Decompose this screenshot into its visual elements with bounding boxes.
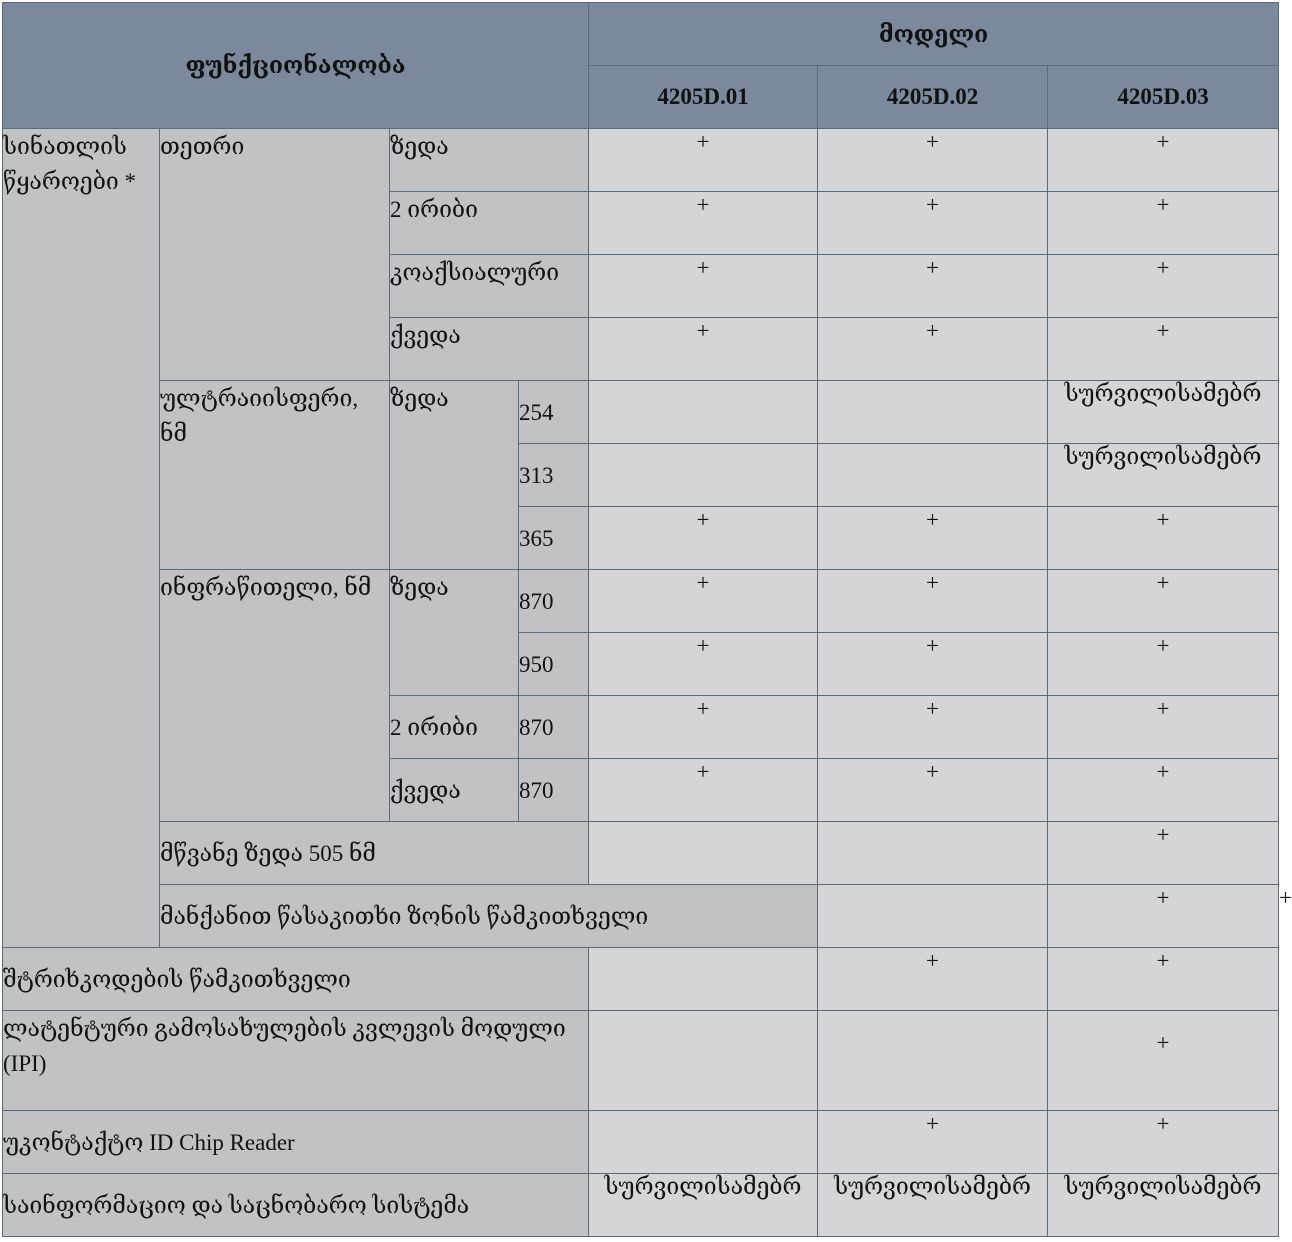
row-label-top: ზედა (390, 129, 589, 192)
model-column-header: 4205D.02 (818, 66, 1048, 129)
value-cell: + (589, 570, 818, 633)
row-label-coaxial: კოაქსიალური (390, 255, 589, 318)
value-cell: + (1048, 822, 1279, 885)
value-cell (589, 948, 818, 1011)
row-label-barcode: შტრიხკოდების წამკითხველი (3, 948, 589, 1011)
value-cell: სურვილისამებრ (1048, 444, 1279, 507)
value-cell (589, 381, 818, 444)
value-cell: + (1048, 885, 1279, 948)
value-cell: + (589, 318, 818, 381)
table-row: მანქანით წასაკითხი ზონის წამკითხველი + + (3, 885, 1279, 948)
wavelength-cell: 870 (519, 570, 589, 633)
table-row (3, 822, 1279, 885)
row-label-oblique: 2 ირიბი (390, 192, 589, 255)
row-label-ipi: ლატენტური გამოსახულების კვლევის მოდული (IPI) (3, 1011, 589, 1111)
value-cell: + (1048, 507, 1279, 570)
model-column-header: 4205D.01 (589, 66, 818, 129)
value-cell: + (1048, 948, 1279, 1011)
value-cell: + (589, 696, 818, 759)
table-row (3, 1174, 1279, 1237)
value-cell: + (589, 129, 818, 192)
value-cell: + (818, 255, 1048, 318)
value-cell (589, 1011, 818, 1111)
model-header: მოდელი (589, 3, 1279, 66)
row-label-ir: ინფრაწითელი, ნმ (160, 570, 390, 822)
value-cell: + (1048, 633, 1279, 696)
value-cell: + (818, 192, 1048, 255)
table-row (3, 1011, 1279, 1111)
value-cell: + (818, 633, 1048, 696)
row-label-white: თეთრი (160, 129, 390, 381)
row-label-top: ზედა (390, 381, 519, 570)
table-row (3, 948, 1279, 1011)
wavelength-cell: 870 (519, 759, 589, 822)
row-label-rfid: უკონტაქტო ID Chip Reader (3, 1111, 589, 1174)
spec-table (2, 2, 1292, 1237)
table-row (3, 1111, 1279, 1174)
value-cell: + (589, 255, 818, 318)
row-label-mrz: მანქანით წასაკითხი ზონის წამკითხველი (160, 885, 818, 948)
value-cell: + (1048, 759, 1279, 822)
row-label-bottom: ქვედა (390, 318, 589, 381)
table-row (3, 570, 1279, 633)
value-cell: + (1048, 1111, 1279, 1174)
value-cell: + (818, 759, 1048, 822)
value-cell: სურვილისამებრ (1048, 1174, 1279, 1237)
row-label-bottom: ქვედა (390, 759, 519, 822)
value-cell (818, 444, 1048, 507)
value-cell: სურვილისამებრ (589, 1174, 818, 1237)
table-row (3, 129, 1279, 192)
value-cell: + (1048, 255, 1279, 318)
value-cell: + (818, 696, 1048, 759)
value-cell: + (1048, 129, 1279, 192)
value-cell: + (1048, 696, 1279, 759)
value-cell: + (589, 507, 818, 570)
value-cell: + (1048, 192, 1279, 255)
functionality-header: ფუნქციონალობა (3, 3, 589, 129)
row-label-green: მწვანე ზედა 505 ნმ (160, 822, 589, 885)
value-cell (818, 381, 1048, 444)
wavelength-cell: 313 (519, 444, 589, 507)
value-cell: სურვილისამებრ (1048, 381, 1279, 444)
table-row (3, 381, 1279, 444)
value-cell: + (589, 192, 818, 255)
value-cell (589, 444, 818, 507)
value-cell: + (818, 507, 1048, 570)
value-cell: + (818, 318, 1048, 381)
value-cell: + (1048, 570, 1279, 633)
value-cell: + (589, 633, 818, 696)
value-cell: + (818, 1111, 1048, 1174)
wavelength-cell: 365 (519, 507, 589, 570)
value-cell: + (589, 759, 818, 822)
value-cell: + (1048, 318, 1279, 381)
row-label-oblique: 2 ირიბი (390, 696, 519, 759)
value-cell: + (818, 948, 1048, 1011)
wavelength-cell: 950 (519, 633, 589, 696)
wavelength-cell: 870 (519, 696, 589, 759)
value-cell: + (818, 129, 1048, 192)
wavelength-cell: 254 (519, 381, 589, 444)
value-cell (818, 822, 1048, 885)
value-cell (589, 1111, 818, 1174)
row-label-uv: ულტრაიისფერი, ნმ (160, 381, 390, 570)
value-cell: + (1048, 1011, 1279, 1111)
row-label-info: საინფორმაციო და საცნობარო სისტემა (3, 1174, 589, 1237)
row-label-light-sources: სინათლის წყაროები * (3, 129, 160, 948)
value-cell: + (818, 570, 1048, 633)
value-cell (589, 822, 818, 885)
value-cell: სურვილისამებრ (818, 1174, 1048, 1237)
value-cell (818, 1011, 1048, 1111)
model-column-header: 4205D.03 (1048, 66, 1279, 129)
row-label-top: ზედა (390, 570, 519, 696)
value-cell (818, 885, 1048, 948)
